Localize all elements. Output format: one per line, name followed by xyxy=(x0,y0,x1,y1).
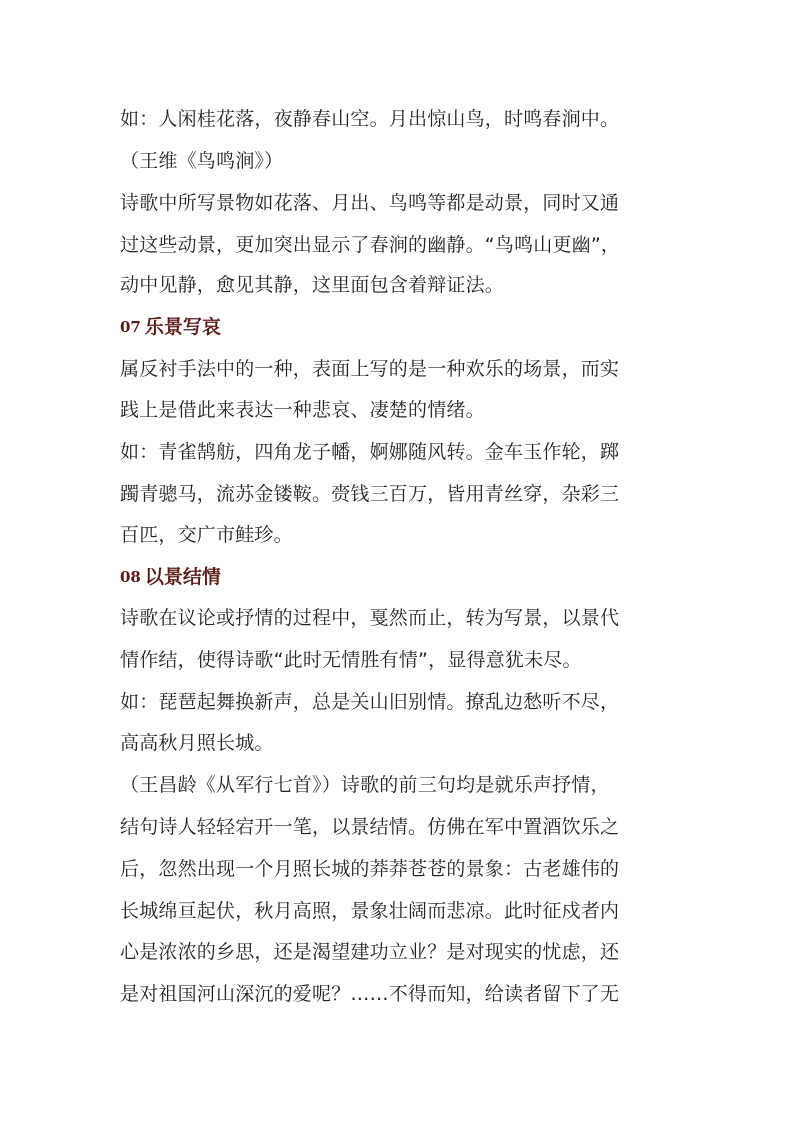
section-heading-07 xyxy=(120,314,700,341)
body-text-line: 如：琵琶起舞换新声，总是关山旧别情。撩乱边愁听不尽， xyxy=(120,691,620,713)
body-text-line: （王昌龄《从军行七首》）诗歌的前三句均是就乐声抒情， xyxy=(120,774,610,796)
section-heading-08 xyxy=(120,564,700,591)
body-text-line: 践上是借此来表达一种悲哀、凄楚的情绪。 xyxy=(120,399,485,421)
body-text-line: 如：人闲桂花落，夜静春山空。月出惊山鸟，时鸣春涧中。 xyxy=(120,108,620,130)
body-text-line: 百匹，交广市鲑珍。 xyxy=(120,524,293,546)
body-text-line: 后，忽然出现一个月照长城的莽莽苍苍的景象：古老雄伟的 xyxy=(120,858,620,880)
body-text-line: 属反衬手法中的一种，表面上写的是一种欢乐的场景，而实 xyxy=(120,358,620,380)
body-text-line: 躅青骢马，流苏金镂鞍。赍钱三百万，皆用青丝穿，杂彩三 xyxy=(120,483,620,505)
body-text-line: 是对祖国河山深沉的爱呢？……不得而知，给读者留下了无 xyxy=(120,983,620,1005)
body-text-line: 长城绵亘起伏，秋月高照，景象壮阔而悲凉。此时征戍者内 xyxy=(120,900,620,922)
body-text-line: 高高秋月照长城。 xyxy=(120,732,274,754)
section-title: 以景结情 xyxy=(144,566,221,588)
section-title: 乐景写哀 xyxy=(144,316,221,338)
section-number: 08 xyxy=(120,568,141,586)
body-text-line: （王维《鸟鸣涧》） xyxy=(120,150,284,172)
body-text-line: 诗歌在议论或抒情的过程中，戛然而止，转为写景，以景代 xyxy=(120,607,620,629)
body-text-line: 情作结，使得诗歌“此时无情胜有情”，显得意犹未尽。 xyxy=(120,649,582,671)
body-text-line: 心是浓浓的乡思，还是渴望建功立业？是对现实的忧虑，还 xyxy=(120,941,620,963)
body-text-line: 如：青雀鹄舫，四角龙子幡，婀娜随风转。金车玉作轮，踯 xyxy=(120,441,620,463)
section-number: 07 xyxy=(120,318,141,336)
body-text-line: 结句诗人轻轻宕开一笔，以景结情。仿佛在军中置酒饮乐之 xyxy=(120,816,620,838)
body-text-line: 诗歌中所写景物如花落、月出、鸟鸣等都是动景，同时又通 xyxy=(120,192,620,214)
body-text-line: 动中见静，愈见其静，这里面包含着辩证法。 xyxy=(120,274,505,296)
body-text-line: 过这些动景，更加突出显示了春涧的幽静。“鸟鸣山更幽”， xyxy=(120,234,621,256)
